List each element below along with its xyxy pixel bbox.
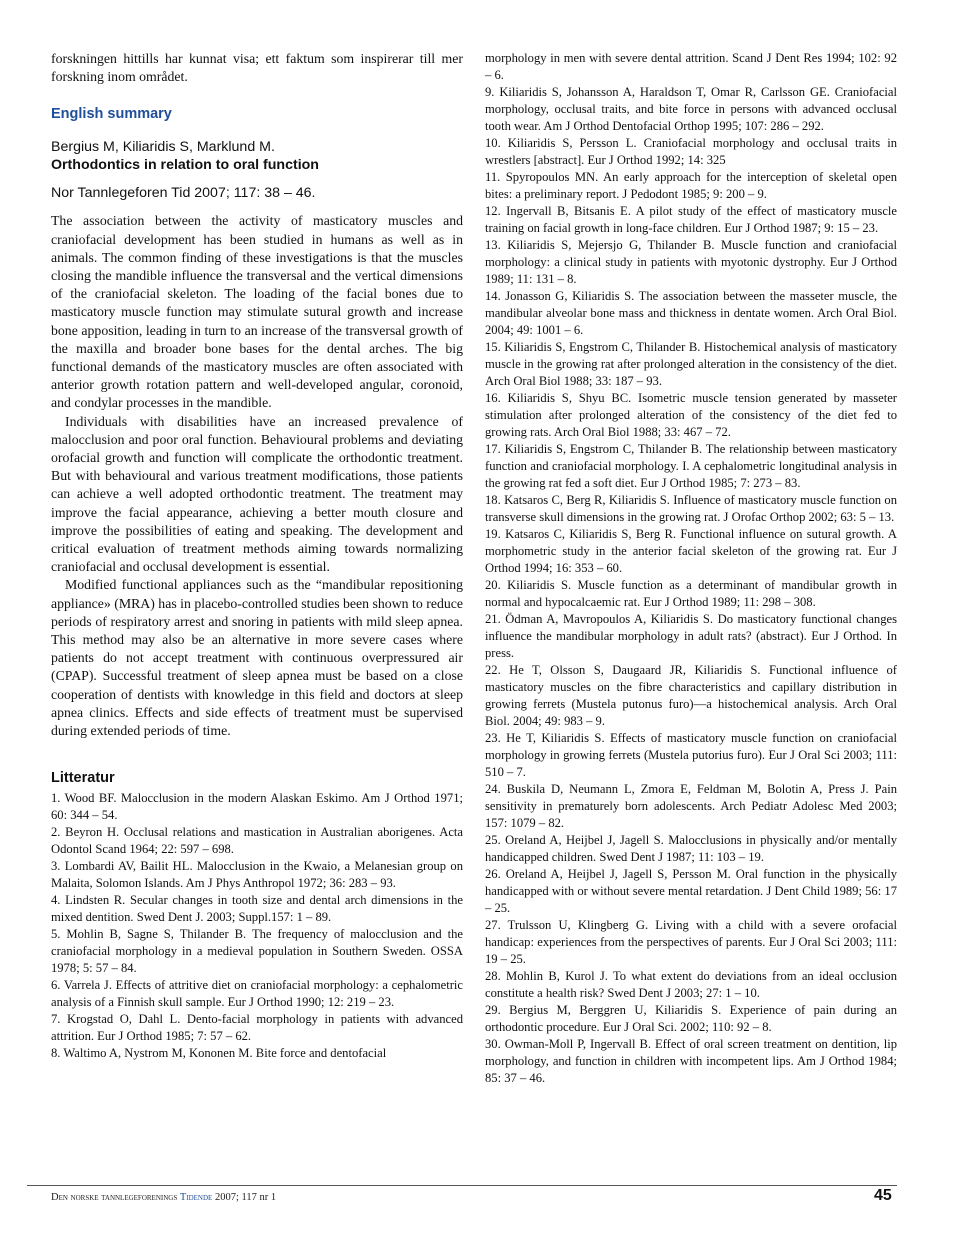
- reference-item: 9. Kiliaridis S, Johansson A, Haraldson T, Omar R, Carlsson GE. Craniofacial morphology, occlusal traits, and bite force in persons with advanced occlusal tooth wear. Am J Orthod Dentofacial Orthop 1995; 107: 286 – 292.: [485, 85, 897, 133]
- reference-item: 26. Oreland A, Heijbel J, Jagell S, Persson M. Oral function in the physically handicapped with or without severe mental retardation. J Dent Child 1989; 56: 17 – 25.: [485, 867, 897, 915]
- summary-body: [51, 212, 463, 740]
- summary-source: Nor Tannlegeforen Tid 2007; 117: 38 – 46.: [51, 185, 316, 202]
- reference-item: 2. Beyron H. Occlusal relations and mastication in Australian aborigenes. Acta Odontol Scand 1964; 22: 597 – 698.: [51, 825, 463, 857]
- reference-item: morphology in men with severe dental attrition. Scand J Dent Res 1994; 102: 92 – 6.: [485, 51, 897, 82]
- reference-item: 28. Mohlin B, Kurol J. To what extent do deviations from an ideal occlusion constitute a health risk? Swed Dent J 2003; 27: 1 – 10.: [485, 969, 897, 1000]
- footer-journal: [51, 1192, 276, 1203]
- journal-issue: 2007; 117 nr 1: [214, 1192, 277, 1203]
- reference-item: 6. Varrela J. Effects of attritive diet on craniofacial morphology: a cephalometric analysis of a Finnish skull sample. Eur J Orthod 1990; 12: 219 – 23.: [51, 978, 463, 1010]
- reference-item: 3. Lombardi AV, Bailit HL. Malocclusion in the Kwaio, a Melanesian group on Malaita, Solomon Islands. Am J Phys Anthropol 1972; 36: 283 – 93.: [51, 859, 463, 891]
- reference-item: 13. Kiliaridis S, Mejersjo G, Thilander B. Muscle function and craniofacial morphology: a clinical study in patients with myotonic dystrophy. Eur J Orthod 1989; 11: 131 – 8.: [485, 238, 897, 286]
- journal-name: Den norske tannlegeforenings: [51, 1192, 178, 1203]
- reference-item: 10. Kiliaridis S, Persson L. Craniofacial morphology and occlusal traits in wrestlers [abstract]. Eur J Orthod 1992; 14: 325: [485, 136, 897, 167]
- reference-item: 20. Kiliaridis S. Muscle function as a determinant of mandibular growth in normal and hypocalcaemic rat. Eur J Orthod 1989; 11: 298 – 308.: [485, 578, 897, 609]
- footer-rule: [27, 1185, 897, 1186]
- reference-item: 17. Kiliaridis S, Engstrom C, Thilander B. The relationship between masticatory function and craniofacial morphology. I. A cephalometric longitudinal analysis in the growing rat fed a soft diet. Eur J Orthod 1985; 7: 273 – 83.: [485, 442, 897, 490]
- reference-list-right: [485, 50, 897, 1087]
- reference-item: 23. He T, Kiliaridis S. Effects of masticatory muscle function on craniofacial morphology in growing ferrets (Mustela putorius furo). Eur J Oral Sci 2003; 111: 510 – 7.: [485, 731, 897, 779]
- reference-item: 27. Trulsson U, Klingberg G. Living with a child with a severe orofacial handicap: experiences from the perspectives of parents. Eur J Oral Sci 2003; 111: 19 – 25.: [485, 918, 897, 966]
- reference-item: 7. Krogstad O, Dahl L. Dento-facial morphology in patients with advanced attrition. Eur J Orthod 1985; 7: 57 – 62.: [51, 1012, 463, 1044]
- references-heading: Litteratur: [51, 770, 115, 787]
- left-column: [51, 50, 463, 1062]
- reference-item: 21. Ödman A, Mavropoulos A, Kiliaridis S. Do masticatory functional changes influence the mandibular morphology in adult rats? (abstract). Eur J Orthod. In press.: [485, 612, 897, 660]
- reference-item: 30. Owman-Moll P, Ingervall B. Effect of oral screen treatment on dentition, lip morphology, and function in children with incompetent lips. Am J Orthod 1984; 85: 37 – 46.: [485, 1037, 897, 1085]
- reference-item: 18. Katsaros C, Berg R, Kiliaridis S. Influence of masticatory muscle function on transverse skull dimensions in the growing rat. J Orofac Orthop 2002; 63: 5 – 13.: [485, 493, 897, 524]
- reference-item: 1. Wood BF. Malocclusion in the modern Alaskan Eskimo. Am J Orthod 1971; 60: 344 – 54.: [51, 791, 463, 823]
- summary-authors: Bergius M, Kiliaridis S, Marklund M.: [51, 139, 275, 156]
- summary-paragraph: Modified functional appliances such as the “mandibular repositioning appliance» (MRA) has in placebo-controlled studies been shown to reduce periods of respiratory arrest and snoring in patients with mild sleep apnea. This method may also be an alternative in more severe cases where patients do not accept treatment with continuous overpressured air (CPAP). Successful treatment of sleep apnea must be based on a close cooperation of dentists with knowledge in this field and doctors at sleep apnea clinics. Effects and side effects of treatment must be supervised during extended periods of time.: [51, 577, 463, 739]
- summary-title: Orthodontics in relation to oral function: [51, 157, 319, 174]
- summary-paragraph: The association between the activity of masticatory muscles and craniofacial development has been studied in humans as well as in animals. The common finding of these investigations is that the muscles closing the mandible influence the transversal and the vertical dimensions of the craniofacial skeleton. The loading of the facial bones due to masticatory muscle function may stimulate sutural growth and increase bone apposition, leading in turn to an increase of the transversal growth of the maxilla and broader bone bases for the dental arches. The big functional demands of the masticatory muscles are often associated with anterior growth rotation pattern and well-developed angular, coronoid, and condylar processes in the mandible.: [51, 213, 463, 411]
- reference-item: 24. Buskila D, Neumann L, Zmora E, Feldman M, Bolotin A, Press J. Pain sensitivity in prematurely born adolescents. Arch Pediatr Adolesc Med 2003; 157: 1079 – 82.: [485, 782, 897, 830]
- reference-item: 29. Bergius M, Berggren U, Kiliaridis S. Experience of pain during an orthodontic procedure. Eur J Oral Sci. 2002; 110: 92 – 8.: [485, 1003, 897, 1034]
- reference-item: 25. Oreland A, Heijbel J, Jagell S. Malocclusions in physically and/or mentally handicapped children. Swed Dent J 1987; 11: 103 – 19.: [485, 833, 897, 864]
- reference-item: 19. Katsaros C, Kiliaridis S, Berg R. Functional influence on sutural growth. A morphometric study in the anterior facial skeleton of the growing rat. Eur J Orthod 1994; 16: 353 – 60.: [485, 527, 897, 575]
- summary-heading: English summary: [51, 106, 172, 123]
- reference-item: 15. Kiliaridis S, Engstrom C, Thilander B. Histochemical analysis of masticatory muscle in the growing rat after prolonged alteration in the consistency of the diet. Arch Oral Biol 1988; 33: 187 – 93.: [485, 340, 897, 388]
- page-number: 45: [874, 1187, 892, 1204]
- summary-paragraph: Individuals with disabilities have an increased prevalence of malocclusion and poor oral function. Behavioural problems and deviating orofacial growth and function will complicate the orthodontic treatment. But with behavioural and various treatment modifications, those patients can achieve a well adopted orthodontic treatment. The treatment may improve the facial appearance, achieving a better mouth closure and improve the possibilities of eating and speaking. The development and critical evaluation of treatment methods aiming towards normalizing craniofacial and occlusal development is essential.: [51, 413, 463, 575]
- reference-item: 14. Jonasson G, Kiliaridis S. The association between the masseter muscle, the mandibular alveolar bone mass and thickness in dentate women. Arch Oral Biol. 2004; 49: 1001 – 6.: [485, 289, 897, 337]
- reference-item: 4. Lindsten R. Secular changes in tooth size and dental arch dimensions in the mixed dentition. Swed Dent J. 2003; Suppl.157: 1 – 89.: [51, 893, 463, 925]
- journal-name-highlight: Tidende: [179, 1192, 213, 1203]
- reference-item: 11. Spyropoulos MN. An early approach for the interception of skeletal open bites: a preliminary report. J Pedodont 1985; 9: 200 – 9.: [485, 170, 897, 201]
- intro-text: forskningen hittills har kunnat visa; ett faktum som inspirerar till mer forskning inom området.: [51, 51, 463, 85]
- reference-item: 8. Waltimo A, Nystrom M, Kononen M. Bite force and dentofacial: [51, 1046, 387, 1061]
- reference-list-left: [51, 790, 463, 1062]
- reference-item: 5. Mohlin B, Sagne S, Thilander B. The frequency of malocclusion and the craniofacial morphology in a medieval population in Southern Sweden. OSSA 1978; 5: 57 – 84.: [51, 927, 463, 976]
- right-column: [485, 50, 897, 1087]
- reference-item: 12. Ingervall B, Bitsanis E. A pilot study of the effect of masticatory muscle training on facial growth in long-face children. Eur J Orthod 1987; 9: 15 – 23.: [485, 204, 897, 235]
- reference-item: 16. Kiliaridis S, Shyu BC. Isometric muscle tension generated by masseter stimulation after prolonged alteration of the consistency of the diet fed to growing rats. Arch Oral Biol 1988; 33: 467 – 72.: [485, 391, 897, 439]
- reference-item: 22. He T, Olsson S, Daugaard JR, Kiliaridis S. Functional influence of masticatory muscles on the fibre characteristics and capillary distribution in growing ferrets (Mustela putonus furo)—a histochemical analysis. Arch Oral Biol. 2004; 49: 983 – 9.: [485, 663, 897, 728]
